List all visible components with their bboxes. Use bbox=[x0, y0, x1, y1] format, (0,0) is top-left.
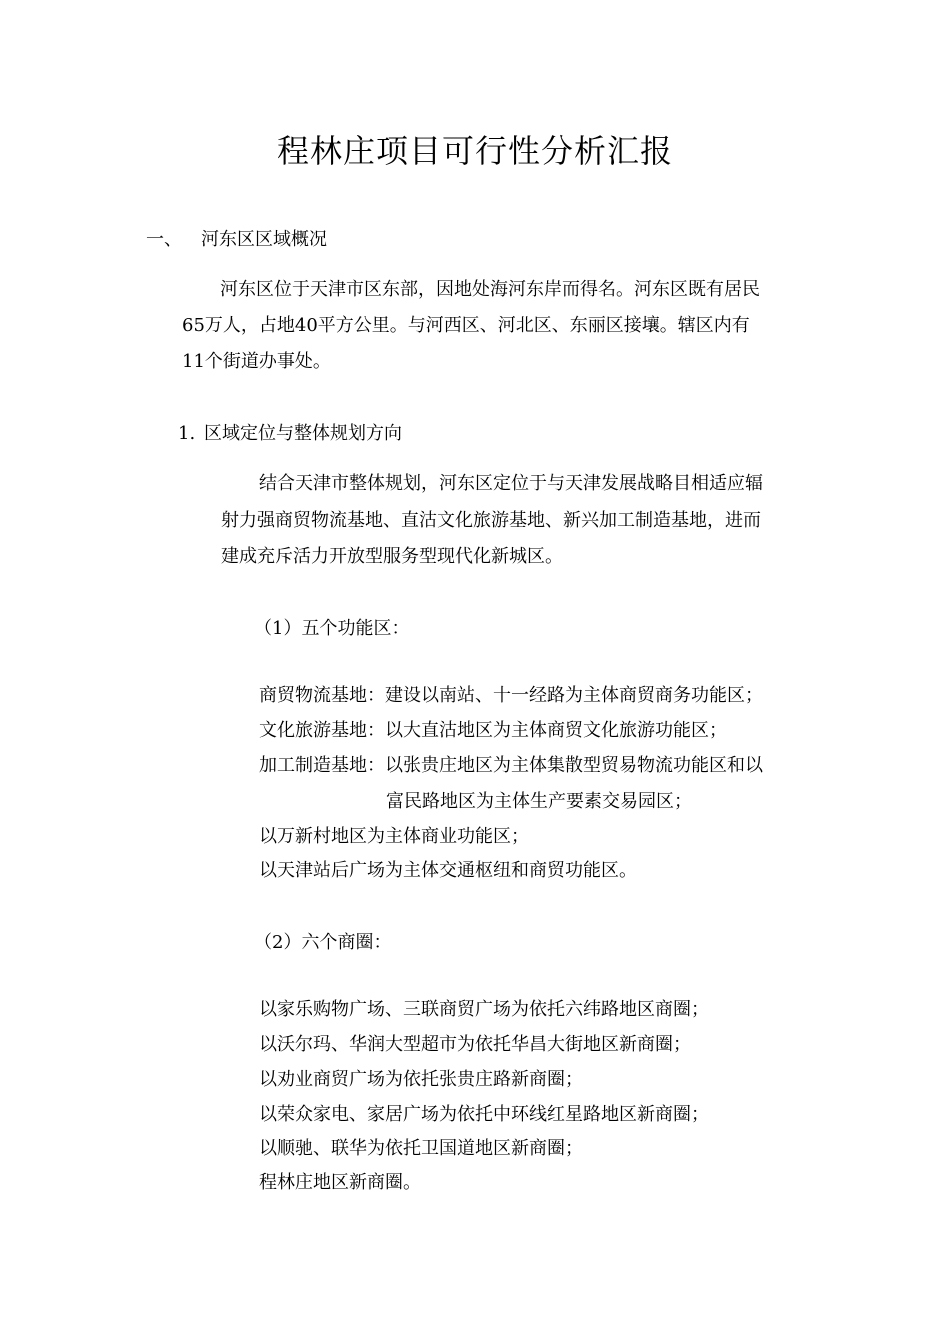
subsection-paragraph-line: 结合天津市整体规划，河东区定位于与天津发展战略目相适应辐 bbox=[259, 473, 763, 494]
list-item: 以荣众家电、家居广场为依托中环线红星路地区新商圈； bbox=[259, 1104, 709, 1125]
section-paragraph-line: 65万人，占地40平方公里。与河西区、河北区、东丽区接壤。辖区内有 bbox=[182, 315, 750, 336]
functional-zones-heading: （1）五个功能区： bbox=[254, 618, 410, 639]
list-item: 以家乐购物广场、三联商贸广场为依托六纬路地区商圈； bbox=[259, 999, 709, 1020]
list-item: 加工制造基地：以张贵庄地区为主体集散型贸易物流功能区和以 bbox=[259, 755, 763, 776]
list-item: 程林庄地区新商圈。 bbox=[259, 1172, 421, 1193]
business-circles-heading: （2）六个商圈： bbox=[254, 932, 392, 953]
section-paragraph-line: 11个街道办事处。 bbox=[182, 351, 331, 372]
list-item: 以顺驰、联华为依托卫国道地区新商圈； bbox=[259, 1138, 583, 1159]
subsection-paragraph-line: 建成充斥活力开放型服务型现代化新城区。 bbox=[221, 546, 563, 567]
document-title: 程林庄项目可行性分析汇报 bbox=[276, 132, 673, 170]
subsection-paragraph-line: 射力强商贸物流基地、直沽文化旅游基地、新兴加工制造基地，进而 bbox=[221, 510, 761, 531]
list-item-continuation: 富民路地区为主体生产要素交易园区； bbox=[386, 791, 692, 812]
subsection-number: 1. bbox=[178, 423, 196, 444]
list-item: 以万新村地区为主体商业功能区； bbox=[259, 826, 529, 847]
list-item: 以沃尔玛、华润大型超市为依托华昌大街地区新商圈； bbox=[259, 1034, 691, 1055]
list-item: 以天津站后广场为主体交通枢纽和商贸功能区。 bbox=[259, 860, 637, 881]
list-item: 商贸物流基地：建设以南站、十一经路为主体商贸商务功能区； bbox=[259, 685, 763, 706]
list-item: 以劝业商贸广场为依托张贵庄路新商圈； bbox=[259, 1069, 583, 1090]
list-item: 文化旅游基地：以大直沽地区为主体商贸文化旅游功能区； bbox=[259, 720, 727, 741]
section-paragraph-line: 河东区位于天津市区东部，因地处海河东岸而得名。河东区既有居民 bbox=[220, 279, 760, 300]
section-heading: 河东区区域概况 bbox=[201, 229, 327, 250]
subsection-heading: 区域定位与整体规划方向 bbox=[204, 423, 402, 444]
section-number: 一、 bbox=[146, 229, 182, 250]
